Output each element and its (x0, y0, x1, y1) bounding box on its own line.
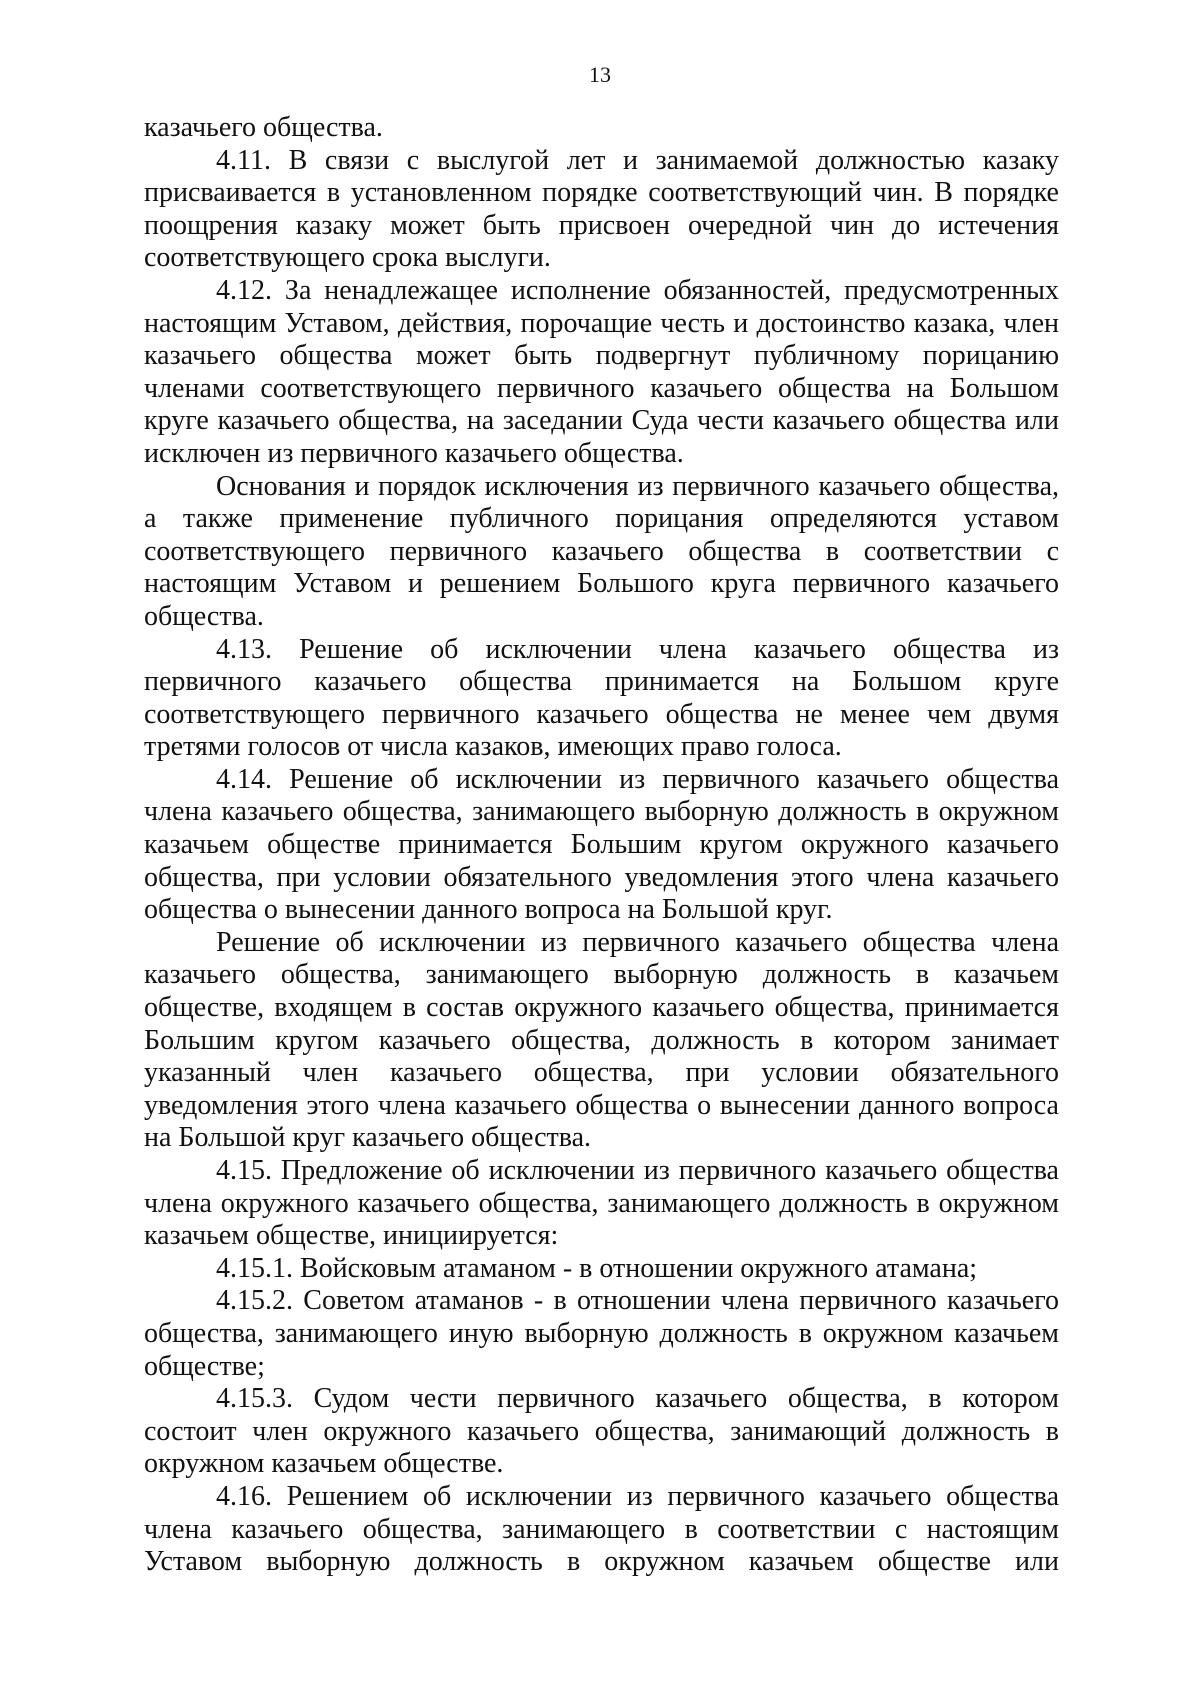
paragraph-4-12: 4.12. За ненадлежащее исполнение обязанностей, предусмотренных настоящим Уставом, действия, порочащие честь и достоинство казака, член казачьего общества может быть подвергнут публичному порицанию членами соответствующего первичного казачьего общества на Большом круге казачьего общества, на заседании Суда чести казачьего общества или исключен из первичного казачьего общества. (144, 274, 1059, 469)
page-number: 13 (589, 62, 611, 87)
paragraph-4-14-decision: Решение об исключении из первичного казачьего общества члена казачьего общества, занимающего выборную должность в казачьем обществе, входящем в состав окружного казачьего общества, принимается Большим кругом казачьего общества, должность в котором занимает указанный член казачьего общества, при условии обязательного уведомления этого члена казачьего общества о вынесении данного вопроса на Большой круг казачьего общества. (144, 926, 1059, 1154)
paragraph-4-15-3: 4.15.3. Судом чести первичного казачьего общества, в котором состоит член окружного казачьего общества, занимающий должность в окружном казачьем обществе. (144, 1383, 1059, 1480)
paragraph-4-15-2: 4.15.2. Советом атаманов - в отношении члена первичного казачьего общества, занимающего иную выборную должность в окружном казачьем обществе; (144, 1285, 1059, 1382)
paragraph-4-13: 4.13. Решение об исключении члена казачьего общества из первичного казачьего общества принимается на Большом круге соответствующего первичного казачьего общества не менее чем двумя третями голосов от числа казаков, имеющих право голоса. (144, 633, 1059, 763)
paragraph-4-11: 4.11. В связи с выслугой лет и занимаемой должностью казаку присваивается в установленном порядке соответствующий чин. В порядке поощрения казаку может быть присвоен очередной чин до истечения соответствующего срока выслуги. (144, 144, 1059, 274)
paragraph-continuation: казачьего общества. (144, 112, 383, 143)
document-body (144, 112, 1059, 1579)
paragraph-4-12-grounds: Основания и порядок исключения из первичного казачьего общества, а также применение публичного порицания определяются уставом соответствующего первичного казачьего общества в соответствии с настоящим Уставом и решением Большого круга первичного казачьего общества. (144, 470, 1059, 632)
paragraph-4-15-1: 4.15.1. Войсковым атаманом - в отношении окружного атамана; (216, 1252, 978, 1284)
paragraph-4-15: 4.15. Предложение об исключении из первичного казачьего общества члена окружного казачьего общества, занимающего должность в окружном казачьем обществе, инициируется: (144, 1155, 1059, 1252)
paragraph-4-14: 4.14. Решение об исключении из первичного казачьего общества члена казачьего общества, занимающего выборную должность в окружном казачьем обществе принимается Большим кругом окружного казачьего общества, при условии обязательного уведомления этого члена казачьего общества о вынесении данного вопроса на Большой круг. (144, 763, 1059, 926)
paragraph-4-16: 4.16. Решением об исключении из первичного казачьего общества члена казачьего общества, занимающего в соответствии с настоящим Уставом выборную должность в окружном казачьем обществе или (144, 1480, 1059, 1578)
